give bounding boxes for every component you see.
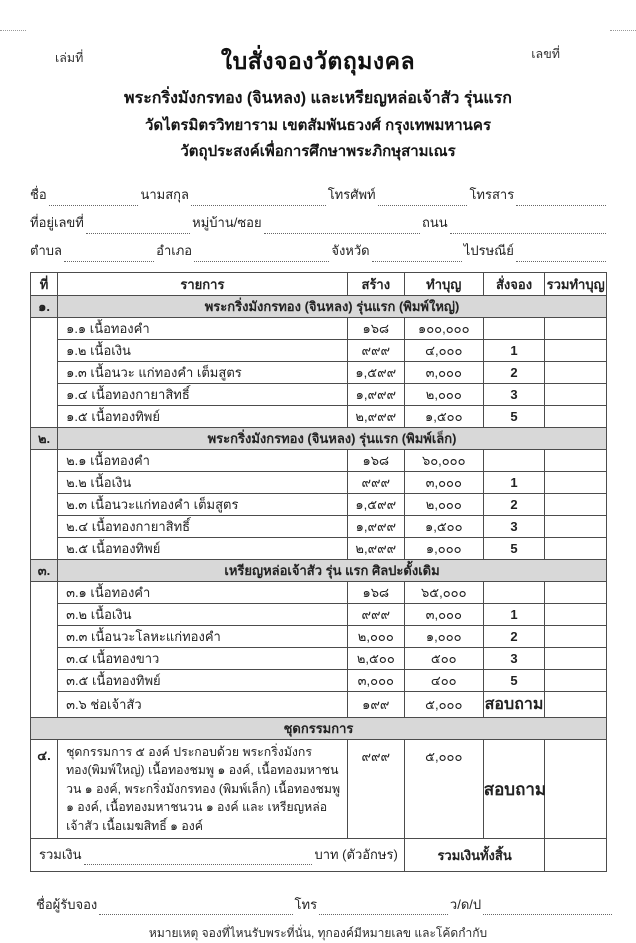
row-total-cell[interactable] [545, 626, 607, 648]
contact-section [30, 178, 608, 262]
row-total-cell[interactable] [545, 384, 607, 406]
made-count: ๒,๙๙๙ [347, 538, 404, 560]
made-count: ๑,๕๙๙ [347, 362, 404, 384]
form-subtitle-2: วัดไตรมิตรวิทยาราม เขตสัมพันธวงศ์ กรุงเทพมหานคร [144, 117, 492, 134]
committee-no: ๔. [31, 740, 58, 839]
row-total-cell[interactable] [545, 582, 607, 604]
section-2-header [31, 428, 607, 450]
order-qty-cell[interactable]: 3 [483, 648, 545, 670]
book-no-label: เล่มที่ [55, 51, 84, 65]
made-count: ๑,๕๙๙ [347, 494, 404, 516]
item-label: ๒.๕ เนื้อทองทิพย์ [58, 538, 348, 560]
committee-description: ชุดกรรมการ ๕ องค์ ประกอบด้วย พระกริ่งมังกรทอง(พิมพ์ใหญ่) เนื้อทองชมพู ๑ องค์, เนื้อทองมหาชนวน ๑ องค์, พระกริ่งมังกรทอง (พิมพ์เล็ก) เนื้อทองชมพู ๑ องค์, เนื้อทองมหาชนวน ๑ องค์ และ เหรียญหล่อเจ้าสัว เนื้อเมฆสิทธิ์ ๑ องค์ [58, 740, 348, 839]
donation-amount: ๓,๐๐๐ [404, 472, 483, 494]
order-qty-cell[interactable]: 5 [483, 406, 545, 428]
doc-no-label: เลขที่ [531, 47, 560, 61]
contact-line-2 [30, 206, 608, 234]
item-label: ๓.๔ เนื้อทองขาว [58, 648, 348, 670]
donation-amount: ๑,๕๐๐ [404, 516, 483, 538]
donation-amount: ๕,๐๐๐ [404, 740, 483, 839]
table-row [31, 538, 607, 560]
table-row [31, 516, 607, 538]
phone-field[interactable] [319, 900, 448, 915]
table-row [31, 626, 607, 648]
baht-words-label: บาท (ตัวอักษร) [314, 847, 398, 863]
row-no-spacer [31, 450, 58, 560]
item-label: ๓.๑ เนื้อทองคำ [58, 582, 348, 604]
total-amount-field[interactable] [84, 850, 313, 865]
table-row [31, 604, 607, 626]
item-label: ๑.๓ เนื้อนวะ แก่ทองคำ เต็มสูตร [58, 362, 348, 384]
order-table [30, 272, 607, 872]
form-subtitle-3: วัตถุประสงค์เพื่อการศึกษาพระภิกษุสามเณร [180, 143, 456, 160]
order-qty-cell[interactable]: 5 [483, 538, 545, 560]
fax-label: โทรสาร [469, 187, 515, 202]
item-label: ๑.๑ เนื้อทองคำ [58, 318, 348, 340]
made-count: ๙๙๙ [347, 740, 404, 839]
made-count: ๑๖๘ [347, 318, 404, 340]
row-total-cell[interactable] [545, 318, 607, 340]
telephone-field[interactable] [378, 191, 468, 206]
section-3-no: ๓. [31, 560, 58, 582]
donation-amount: ๕,๐๐๐ [404, 692, 483, 718]
row-total-cell[interactable] [545, 340, 607, 362]
signature-line [36, 895, 614, 915]
item-label: ๑.๔ เนื้อทองกายาสิทธิ์ [58, 384, 348, 406]
address-no-label: ที่อยู่เลขที่ [30, 215, 84, 230]
row-total-cell[interactable] [545, 740, 607, 839]
made-count: ๓,๐๐๐ [347, 670, 404, 692]
table-row [31, 648, 607, 670]
table-row [31, 582, 607, 604]
committee-row [31, 740, 607, 839]
row-total-cell[interactable] [545, 494, 607, 516]
table-row [31, 362, 607, 384]
section-1-header [31, 296, 607, 318]
made-count: ๒,๐๐๐ [347, 626, 404, 648]
col-no: ที่ [31, 273, 58, 296]
made-count: ๑๙๙ [347, 692, 404, 718]
row-total-cell[interactable] [545, 472, 607, 494]
table-row [31, 670, 607, 692]
committee-section-header [31, 718, 607, 740]
order-qty-cell[interactable]: 1 [483, 340, 545, 362]
order-qty-cell[interactable]: 2 [483, 362, 545, 384]
item-label: ๓.๖ ช่อเจ้าสัว [58, 692, 348, 718]
donation-amount: ๖๕,๐๐๐ [404, 582, 483, 604]
made-count: ๙๙๙ [347, 472, 404, 494]
col-order: สั่งจอง [483, 273, 545, 296]
receiver-field[interactable] [99, 900, 292, 915]
address-no-field[interactable] [86, 219, 190, 234]
order-qty-cell[interactable]: 3 [483, 516, 545, 538]
order-qty-cell[interactable]: 1 [483, 604, 545, 626]
name-label: ชื่อ [30, 187, 47, 202]
donation-amount: ๓,๐๐๐ [404, 604, 483, 626]
order-qty-cell[interactable]: 1 [483, 472, 545, 494]
made-count: ๙๙๙ [347, 340, 404, 362]
form-header [0, 0, 636, 163]
subdistrict-field[interactable] [64, 247, 154, 262]
subdistrict-label: ตำบล [30, 243, 62, 258]
form-subtitle-1: พระกริ่งมังกรทอง (จินหลง) และเหรียญหล่อเจ้าสัว รุ่นแรก [124, 90, 512, 107]
phone-label: โทร [294, 897, 318, 913]
table-row [31, 472, 607, 494]
order-qty-cell[interactable]: 3 [483, 384, 545, 406]
item-label: ๒.๓ เนื้อนวะแก่ทองคำ เต็มสูตร [58, 494, 348, 516]
item-label: ๑.๕ เนื้อทองทิพย์ [58, 406, 348, 428]
table-row [31, 406, 607, 428]
row-total-cell[interactable] [545, 670, 607, 692]
donation-amount: ๒,๐๐๐ [404, 384, 483, 406]
made-count: ๑๖๘ [347, 582, 404, 604]
table-row [31, 450, 607, 472]
surname-field[interactable] [191, 191, 326, 206]
postcode-field[interactable] [516, 247, 606, 262]
col-made: สร้าง [347, 273, 404, 296]
made-count: ๒,๕๐๐ [347, 648, 404, 670]
donation-amount: ๕๐๐ [404, 648, 483, 670]
road-field[interactable] [450, 219, 606, 234]
item-label: ๓.๓ เนื้อนวะโลหะแก่ทองคำ [58, 626, 348, 648]
table-header-row [31, 273, 607, 296]
row-total-cell[interactable] [545, 604, 607, 626]
made-count: ๒,๙๙๙ [347, 406, 404, 428]
order-qty-cell[interactable] [483, 450, 545, 472]
table-row [31, 384, 607, 406]
date-label: ว/ด/ป [449, 897, 482, 913]
item-label: ๓.๕ เนื้อทองทิพย์ [58, 670, 348, 692]
made-count: ๑,๙๙๙ [347, 384, 404, 406]
row-total-cell[interactable] [545, 692, 607, 718]
village-soi-label: หมู่บ้าน/ซอย [192, 215, 262, 230]
committee-title: ชุดกรรมการ [31, 718, 607, 740]
item-label: ๒.๒ เนื้อเงิน [58, 472, 348, 494]
made-count: ๙๙๙ [347, 604, 404, 626]
road-label: ถนน [421, 215, 448, 230]
footnote: หมายเหตุ จองที่ไหนรับพระที่นั่น, ทุกองค์มีหมายเลข และโค้ดกำกับ [148, 926, 488, 941]
province-label: จังหวัด [331, 243, 370, 258]
total-amount-cell [31, 839, 405, 872]
donation-amount: ๒,๐๐๐ [404, 494, 483, 516]
made-count: ๑,๙๙๙ [347, 516, 404, 538]
order-qty-cell[interactable]: สอบถาม [483, 692, 545, 718]
total-row [31, 839, 607, 872]
order-qty-cell[interactable]: 5 [483, 670, 545, 692]
receiver-label: ชื่อผู้รับจอง [36, 897, 98, 913]
section-3-title: เหรียญหล่อเจ้าสัว รุ่น แรก ศิลปะดั้งเดิม [58, 560, 607, 582]
donation-amount: ๑,๐๐๐ [404, 626, 483, 648]
telephone-label: โทรศัพท์ [327, 187, 376, 202]
name-field[interactable] [49, 191, 139, 206]
section-1-title: พระกริ่งมังกรทอง (จินหลง) รุ่นแรก (พิมพ์ใหญ่) [58, 296, 607, 318]
item-label: ๒.๔ เนื้อทองกายาสิทธิ์ [58, 516, 348, 538]
item-label: ๓.๒ เนื้อเงิน [58, 604, 348, 626]
row-total-cell[interactable] [545, 516, 607, 538]
grand-total-label: รวมเงินทั้งสิ้น [404, 839, 545, 872]
donation-amount: ๑,๐๐๐ [404, 538, 483, 560]
order-qty-cell[interactable]: 2 [483, 494, 545, 516]
row-total-cell[interactable] [545, 406, 607, 428]
row-no-spacer [31, 582, 58, 718]
contact-line-1 [30, 178, 608, 206]
donation-amount: ๔๐๐ [404, 670, 483, 692]
order-qty-cell[interactable]: สอบถาม [483, 740, 545, 839]
col-item: รายการ [58, 273, 348, 296]
item-label: ๑.๒ เนื้อเงิน [58, 340, 348, 362]
district-field[interactable] [194, 247, 329, 262]
col-donation: ทำบุญ [404, 273, 483, 296]
donation-amount: ๔,๐๐๐ [404, 340, 483, 362]
province-field[interactable] [372, 247, 462, 262]
table-row [31, 494, 607, 516]
donation-amount: ๓,๐๐๐ [404, 362, 483, 384]
section-2-title: พระกริ่งมังกรทอง (จินหลง) รุ่นแรก (พิมพ์เล็ก) [58, 428, 607, 450]
row-total-cell[interactable] [545, 648, 607, 670]
total-label: รวมเงิน [39, 847, 82, 863]
surname-label: นามสกุล [140, 187, 189, 202]
row-total-cell[interactable] [545, 538, 607, 560]
item-label: ๒.๑ เนื้อทองคำ [58, 450, 348, 472]
row-no-spacer [31, 318, 58, 428]
district-label: อำเภอ [156, 243, 193, 258]
section-1-no: ๑. [31, 296, 58, 318]
section-2-no: ๒. [31, 428, 58, 450]
fax-field[interactable] [516, 191, 606, 206]
row-total-cell[interactable] [545, 450, 607, 472]
row-total-cell[interactable] [545, 362, 607, 384]
donation-amount: ๖๐,๐๐๐ [404, 450, 483, 472]
grand-total-value-cell[interactable] [545, 839, 607, 872]
date-field[interactable] [483, 900, 612, 915]
col-total: รวมทำบุญ [545, 273, 607, 296]
order-qty-cell[interactable] [483, 318, 545, 340]
donation-amount: ๑,๕๐๐ [404, 406, 483, 428]
postcode-label: ไปรษณีย์ [463, 243, 514, 258]
section-3-header [31, 560, 607, 582]
form-title: ใบสั่งจองวัตถุมงคล [220, 48, 416, 74]
order-qty-cell[interactable]: 2 [483, 626, 545, 648]
village-soi-field[interactable] [264, 219, 420, 234]
table-row [31, 692, 607, 718]
table-row [31, 318, 607, 340]
order-qty-cell[interactable] [483, 582, 545, 604]
contact-line-3 [30, 234, 608, 262]
donation-amount: ๑๐๐,๐๐๐ [404, 318, 483, 340]
table-row [31, 340, 607, 362]
made-count: ๑๖๘ [347, 450, 404, 472]
